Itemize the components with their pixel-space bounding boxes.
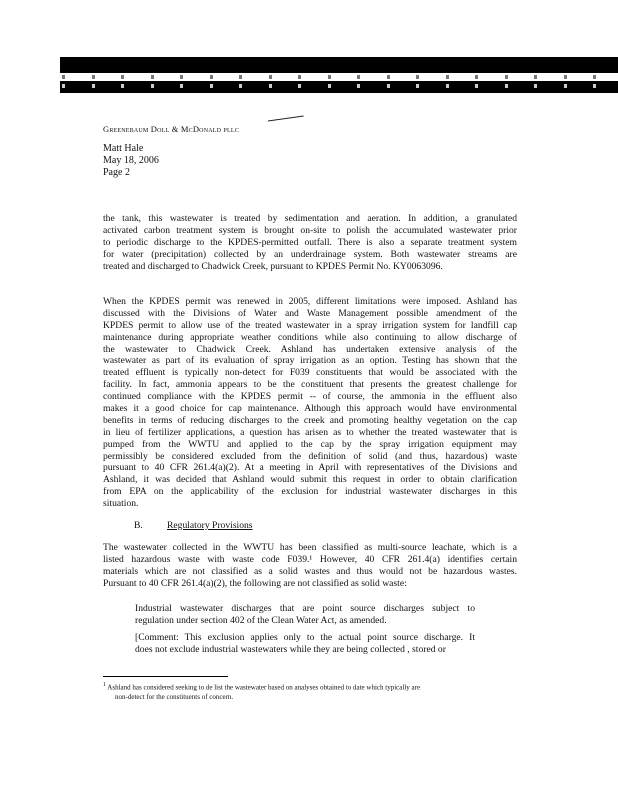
text-line: [Comment: This exclusion applies only to the actual point source discharge. It bbox=[135, 632, 475, 643]
pattern-dot bbox=[210, 84, 213, 88]
text-line: treated and discharged to Chadwick Creek, pursuant to KPDES Permit No. KY0063096. bbox=[103, 260, 443, 272]
pattern-dot bbox=[269, 84, 272, 88]
text-line: to periodic discharge to the KPDES-permitted outfall. There is also a separate treatment system bbox=[103, 236, 517, 248]
pattern-dot bbox=[416, 75, 419, 79]
pattern-dot bbox=[534, 84, 537, 88]
pattern-dot bbox=[387, 75, 390, 79]
text-line: in lieu of fertilizer applications, a question has arisen as to whether the treated wastewater that is bbox=[103, 426, 517, 438]
pattern-dot bbox=[475, 84, 478, 88]
footnote-text-cont: non-detect for the constituents of concern. bbox=[115, 693, 234, 702]
page-number: Page 2 bbox=[103, 167, 130, 178]
text-line: When the KPDES permit was renewed in 2005, different limitations were imposed. Ashland has bbox=[103, 296, 517, 307]
pattern-dot bbox=[475, 75, 478, 79]
section-number: B. bbox=[134, 520, 143, 531]
pattern-dot bbox=[62, 84, 65, 88]
pattern-dot bbox=[534, 75, 537, 79]
pen-mark bbox=[268, 116, 304, 125]
recipient: Matt Hale bbox=[103, 143, 144, 154]
pattern-dot bbox=[505, 75, 508, 79]
pattern-dot bbox=[298, 75, 301, 79]
paragraph-1 bbox=[103, 213, 517, 272]
pattern-dot bbox=[121, 84, 124, 88]
text-line: pumped from the WWTU and applied to the cap by the spray irrigation equipment may bbox=[103, 438, 517, 450]
text-line: the tank, this wastewater is treated by sedimentation and aeration. In addition, a granulated bbox=[103, 213, 517, 224]
pattern-dot bbox=[564, 75, 567, 79]
text-line: pursuant to 40 CFR 261.4(a)(2). At a meeting in April with representatives of the Divisions and bbox=[103, 462, 517, 474]
pattern-dot bbox=[328, 84, 331, 88]
pattern-dot bbox=[564, 84, 567, 88]
pattern-dot bbox=[387, 84, 390, 88]
pattern-dot bbox=[593, 84, 596, 88]
pattern-dot bbox=[357, 84, 360, 88]
text-line: facility. In fact, ammonia appears to be the constituent that presents the greatest challenge for bbox=[103, 379, 517, 391]
pattern-dot bbox=[210, 75, 213, 79]
pattern-dot bbox=[505, 84, 508, 88]
pattern-dot bbox=[446, 84, 449, 88]
pattern-dot bbox=[269, 75, 272, 79]
text-line: for water (precipitation) collected by an underdrainage system. Both wastewater streams are bbox=[103, 248, 517, 260]
pattern-dot bbox=[62, 75, 65, 79]
pattern-dot bbox=[92, 84, 95, 88]
firm-name: Greenebaum Doll & McDonald pllc bbox=[103, 124, 239, 134]
pattern-dot bbox=[121, 75, 124, 79]
pattern-dot bbox=[298, 84, 301, 88]
text-line: makes it a good choice for cap maintenance. Although this approach would have environmental bbox=[103, 403, 517, 415]
text-line: continued compliance with the KPDES permit -- of course, the ammonia in the effluent also bbox=[103, 391, 517, 403]
pattern-dot bbox=[180, 84, 183, 88]
pattern-dot bbox=[180, 75, 183, 79]
text-line: permissibly be considered excluded from the definition of solid (and thus, hazardous) waste bbox=[103, 450, 517, 462]
text-line: benefits in terms of reducing discharges to the creek and promoting healthy vegetation on the cap bbox=[103, 414, 517, 426]
paragraph-3 bbox=[103, 542, 517, 590]
section-title: Regulatory Provisions bbox=[167, 520, 253, 531]
block-quote-comment bbox=[135, 632, 475, 656]
text-line: Industrial wastewater discharges that are point source discharges subject to bbox=[135, 603, 475, 614]
text-line: Ashland, it was decided that Ashland would submit this request in order to obtain clarification bbox=[103, 474, 517, 486]
text-line: KPDES permit to allow use of the treated wastewater in a spray irrigation system for landfill cap bbox=[103, 319, 517, 331]
pattern-dot bbox=[593, 75, 596, 79]
text-line: situation. bbox=[103, 498, 139, 510]
text-line: from EPA on the applicability of the exclusion for industrial wastewater discharges in this bbox=[103, 486, 517, 498]
footnote-mark: 1 bbox=[103, 682, 106, 688]
pattern-dot bbox=[151, 75, 154, 79]
text-line: listed hazardous waste with waste code F039.¹ However, 40 CFR 261.4(a) identifies certain bbox=[103, 553, 517, 565]
block-quote bbox=[135, 603, 475, 627]
text-line: activated carbon treatment system is brought on-site to polish the accumulated wastewater prior bbox=[103, 224, 517, 236]
footnote bbox=[103, 680, 503, 702]
text-line: the wastewater to Chadwick Creek. Ashland has undertaken extensive analysis of the bbox=[103, 343, 517, 355]
text-line: treated effluent is typically non-detect for F039 constituents that would be associated with the bbox=[103, 367, 517, 379]
text-line: materials which are not classified as a solid wastes and thus would not be hazardous wastes. bbox=[103, 565, 517, 577]
text-line: Pursuant to 40 CFR 261.4(a)(2), the following are not classified as solid waste: bbox=[103, 577, 407, 589]
letterhead-bar-top bbox=[60, 57, 618, 73]
pattern-dot bbox=[446, 75, 449, 79]
footnote-divider bbox=[103, 676, 228, 677]
footnote-text: Ashland has considered seeking to de list the wastewater based on analyses obtained to date which typically are bbox=[107, 683, 421, 692]
text-line: The wastewater collected in the WWTU has been classified as multi-source leachate, which is a bbox=[103, 542, 517, 553]
pattern-dot bbox=[151, 84, 154, 88]
pattern-dot bbox=[357, 75, 360, 79]
pattern-dot bbox=[239, 75, 242, 79]
pattern-dot bbox=[416, 84, 419, 88]
text-line: wastewater as part of its evaluation of spray irrigation as an option. Testing has shown that the bbox=[103, 355, 517, 367]
text-line: regulation under section 402 of the Clean Water Act, as amended. bbox=[135, 614, 387, 626]
text-line: maintenance during appropriate weather conditions while also continuing to allow discharge of bbox=[103, 331, 517, 343]
text-line: discussed with the Divisions of Water and Waste Management possible amendment of the bbox=[103, 307, 517, 319]
text-line: does not exclude industrial wastewaters while they are being collected , stored or bbox=[135, 643, 446, 655]
letter-date: May 18, 2006 bbox=[103, 155, 159, 166]
pattern-dot bbox=[239, 84, 242, 88]
paragraph-2 bbox=[103, 296, 517, 510]
pattern-dot bbox=[328, 75, 331, 79]
pattern-dot bbox=[92, 75, 95, 79]
